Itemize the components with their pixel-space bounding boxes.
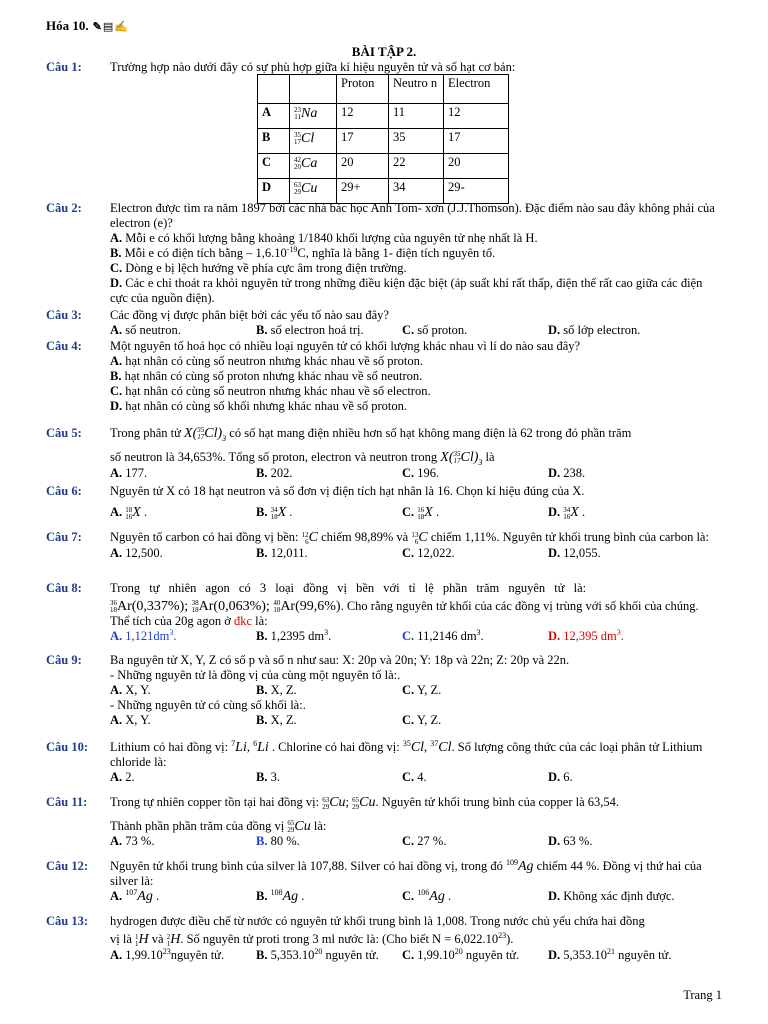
cell-electron: 20 (444, 154, 509, 179)
option-b: B. 5,353.10$^{20}$ nguyên tử. (256, 946, 379, 962)
question-text: Trong phân tử X(35 $17Cl)_3$ có số hạt mang điện nhiều hơn số hạt không mang điện là 62 trong đó phần trăm (110, 426, 632, 443)
option-b: B. số electron hoá trị. (256, 323, 364, 337)
cell-electron: 12 (444, 104, 509, 129)
option-a: A. 2. (110, 770, 135, 784)
question-text: Lithium có hai đồng vị: $^7$Li, $^6$Li . Chlorine có hai đồng vị: $^{35}$Cl, $^{37}$Cl. Số lượng công thức của các loại phân tử Lithium chloride là: (110, 738, 703, 769)
option-a: A. 12,500. (110, 545, 163, 560)
question-13 (46, 914, 721, 963)
question-1 (46, 60, 721, 75)
table-row (258, 179, 509, 204)
th-electron: Electron (444, 75, 509, 104)
question-11 (46, 795, 721, 849)
option-c: C. $^{106}$Ag . (402, 887, 452, 904)
isotope-symbol: 42 20Ca (294, 155, 318, 171)
formula: X(35 $17Cl)_3$ (184, 426, 227, 443)
option-c: C. 196. (402, 465, 440, 480)
question-text: Electron được tìm ra năm 1897 bởi các nhà bác học Anh Tom- xơn (J.J.Thomson). Đặc điểm nào sau đây không phải của electron (e)? (110, 201, 715, 230)
table-row (258, 154, 509, 179)
option-a: A. $1,121dm^3$. (110, 628, 177, 644)
option-d: D. 12,395 $dm^3$. (548, 628, 624, 644)
sub-question: - Những nguyên tử là đồng vị của cùng một nguyên tố là:. (110, 668, 401, 682)
option-a: A. 177. (110, 465, 148, 480)
cell-electron: 17 (444, 129, 509, 154)
option-d: D. số lớp electron. (548, 323, 641, 337)
question-text-cont: vị là 1 1H và 2 1H. Số nguyên tử proti trong 3 ml nước là: (Cho biết $N = 6,022.10^{23}$). (110, 930, 514, 948)
question-text: Nguyên tố carbon có hai đồng vị bền: 12 6C chiếm 98,89% và 13 6C chiếm 1,11%. Nguyên tử khối trung bình của carbon là: (110, 530, 709, 546)
question-label: Câu 13: (46, 914, 89, 928)
option-c: C. 1,99.10$^{20}$ nguyên tử. (402, 946, 520, 962)
question-text: Nguyên tử X có 18 hạt neutron và số đơn vị điện tích hạt nhân là 16. Chọn kí hiệu đúng của X. (110, 484, 585, 498)
question-label: Câu 9: (46, 653, 82, 667)
question-5 (46, 426, 721, 481)
option-d: D. 238. (548, 465, 586, 480)
table-row (258, 104, 509, 129)
question-2 (46, 201, 721, 306)
question-9 (46, 653, 721, 728)
option-c: C. hạt nhân có cùng số neutron nhưng khác nhau về số electron. (110, 384, 431, 398)
question-label: Câu 4: (46, 339, 82, 353)
option-b: B. X, Z. (256, 713, 297, 727)
question-4 (46, 339, 721, 414)
th-neutron: Neutro n (389, 75, 444, 104)
page-title: BÀI TẬP 2. (351, 44, 417, 59)
question-label: Câu 1: (46, 60, 82, 74)
question-label: Câu 6: (46, 484, 82, 498)
question-7 (46, 530, 721, 561)
option-d: D. 12,055. (548, 545, 601, 560)
option-a: A. 18 16X . (110, 505, 148, 521)
option-d: D. 6. (548, 770, 573, 784)
question-label: Câu 2: (46, 201, 82, 215)
particle-table (257, 74, 509, 204)
question-text: hydrogen được điều chế từ nước có nguyên tử khối trung bình là 1,008. Trong nước chủ yếu chứa hai đồng (110, 914, 645, 928)
subject-label: Hóa 10. (46, 18, 89, 33)
question-label: Câu 12: (46, 859, 89, 873)
cell-neutron: 35 (389, 129, 444, 154)
cell-neutron: 11 (389, 104, 444, 129)
option-a: A. Mỗi e có khối lượng bằng khoảng 1/1840 khối lượng của nguyên tử nhẹ nhất là H. (110, 231, 538, 245)
option-c: C. 27 %. (402, 834, 447, 849)
option-a: A. 73 %. (110, 834, 155, 849)
question-text-cont: số neutron là 34,653%. Tổng số proton, electron và neutron trong X(35 $17Cl)_3$ là (110, 450, 495, 468)
question-text: Trường hợp nào dưới đây có sự phù hợp giữa kí hiệu nguyên tử và số hạt cơ bản: (110, 60, 516, 74)
option-a: A. 1,99.10$^{23}$nguyên tử. (110, 946, 225, 962)
option-a: A. X, Y. (110, 713, 151, 727)
question-label: Câu 8: (46, 581, 82, 595)
formula: X(35 $17Cl)_3$ (440, 450, 483, 468)
question-6 (46, 484, 721, 521)
cell-neutron: 34 (389, 179, 444, 204)
option-c: C. Y, Z. (402, 683, 442, 697)
cell-proton: 20 (337, 154, 389, 179)
question-12 (46, 859, 721, 904)
question-text: Ba nguyên tử X, Y, Z có số p và số n như sau: X: 20p và 20n; Y: 18p và 22n; Z: 20p và 22n. (110, 653, 570, 667)
question-text: Các đồng vị được phân biệt bởi các yếu tố nào sau đây? (110, 308, 389, 322)
question-label: Câu 11: (46, 795, 88, 809)
option-c: C. Dòng e bị lệch hướng về phía cực âm trong điện trường. (110, 261, 407, 275)
option-b: B. $^{108}$Ag . (256, 887, 305, 904)
question-text: Một nguyên tố hoá học có nhiều loại nguyên tử có khối lượng khác nhau vì lí do nào sau đây? (110, 339, 581, 353)
option-d: D. 5,353.10$^{21}$ nguyên tử. (548, 946, 672, 962)
option-c: C. 12,022. (402, 545, 455, 560)
option-c: C. 4. (402, 770, 427, 784)
option-b: B. 12,011. (256, 545, 308, 560)
question-text: Trong tự nhiên agon có 3 loại đồng vị bền với tỉ lệ phần trăm nguyên tử là: (110, 581, 587, 595)
row-option: A (262, 105, 272, 119)
question-8 (46, 581, 721, 644)
option-d: D. Các e chỉ thoát ra khỏi nguyên tử trong những điều kiện đặc biệt (áp suất khí rất thấp, điện thế rất cao giữa các điện cực của nguồn điện). (110, 276, 703, 305)
option-b: B. Mỗi e có điện tích bằng – $1,6.10^{-19}C$, nghĩa là bằng 1- điện tích nguyên tố. (110, 244, 496, 260)
question-text: Nguyên tử khối trung bình của silver là 107,88. Silver có hai đồng vị, trong đó $^{109}$Ag chiếm 44 %. Đồng vị thứ hai của silver là: (110, 857, 702, 888)
isotope-symbol: 63 29Cu (294, 180, 318, 196)
option-a: A. số neutron. (110, 323, 181, 337)
isotope-symbol: 23 11Na (294, 105, 318, 121)
cell-electron: 29- (444, 179, 509, 204)
option-b: B. 1,2395 $dm^3$. (256, 628, 332, 644)
table-row (258, 129, 509, 154)
cell-proton: 17 (337, 129, 389, 154)
row-option: D (262, 180, 272, 194)
question-label: Câu 3: (46, 308, 82, 322)
sub-question: - Những nguyên tử có cùng số khối là:. (110, 698, 306, 712)
option-b: B. hạt nhân có cùng số proton nhưng khác nhau về số neutron. (110, 369, 423, 383)
option-d: D. 63 %. (548, 834, 593, 849)
question-10 (46, 740, 721, 785)
option-a: A. hạt nhân có cùng số neutron nhưng khác nhau về số proton. (110, 354, 423, 368)
option-b: B. 80 %. (256, 834, 300, 849)
option-b: B. 34 18X . (256, 505, 293, 521)
question-label: Câu 5: (46, 426, 82, 440)
highlight-dkc: đkc (233, 614, 252, 629)
option-a: A. $^{107}$Ag . (110, 887, 160, 904)
option-d: D. 34 16X . (548, 505, 586, 521)
question-text-cont: Thành phần phần trăm của đồng vị 65 29Cu là: (110, 818, 327, 835)
cell-proton: 12 (337, 104, 389, 129)
option-c: C. Y, Z. (402, 713, 442, 727)
option-b: B. 3. (256, 770, 280, 784)
question-label: Câu 10: (46, 740, 89, 754)
page-header (46, 18, 129, 35)
cell-proton: 29+ (337, 179, 389, 204)
row-option: B (262, 130, 271, 144)
option-a: A. X, Y. (110, 683, 151, 697)
question-text-cont: 36 18Ar(0,337%); 38 18Ar(0,063%); 40 18Ar(99,6%). Cho rằng nguyên tử khối của các đồng vị trùng với số khối của chúng. Thể tích của 20g agon ở đkc là: (110, 599, 699, 629)
question-label: Câu 7: (46, 530, 82, 544)
option-b: B. 202. (256, 465, 293, 480)
th-proton: Proton (337, 75, 389, 104)
row-option: C (262, 155, 272, 169)
option-c: C. số proton. (402, 323, 468, 337)
option-d: D. Không xác định được. (548, 889, 675, 903)
isotope-symbol: 35 17Cl (294, 130, 315, 146)
cell-neutron: 22 (389, 154, 444, 179)
option-c: C. 16 18X . (402, 505, 440, 521)
option-d: D. hạt nhân có cùng số khối nhưng khác nhau về số proton. (110, 399, 408, 413)
option-c: C. 11,2146 $dm^3$. (402, 628, 484, 644)
question-3 (46, 308, 721, 338)
decor-icons: ✎▤✍ (92, 21, 129, 33)
question-text: Trong tự nhiên copper tồn tại hai đồng vị: 63 29Cu; 65 29Cu. Nguyên tử khối trung bình của copper là 63,54. (110, 795, 620, 811)
option-b: B. X, Z. (256, 683, 297, 697)
page-number: Trang 1 (683, 988, 722, 1002)
